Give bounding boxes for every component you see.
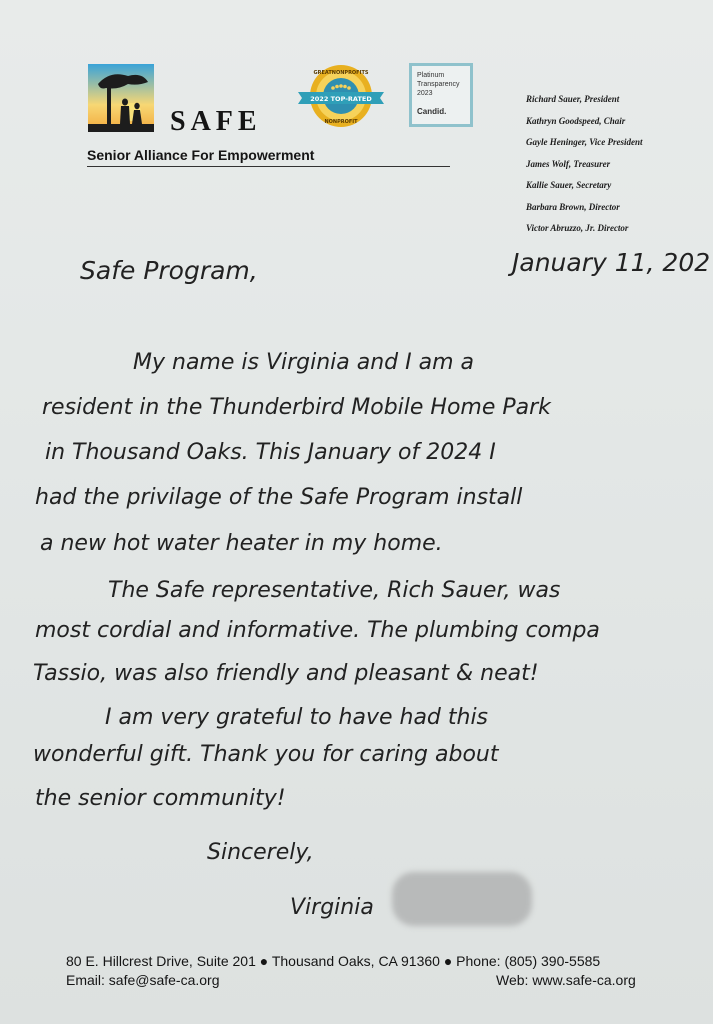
badge-ribbon-text: 2022 TOP-RATED	[310, 95, 372, 103]
board-member: Kathryn Goodspeed, Chair	[526, 115, 626, 126]
organization-tagline: Senior Alliance For Empowerment	[87, 147, 315, 163]
letter-line: The Safe representative, Rich Sauer, was	[108, 578, 561, 603]
letter-closing: Sincerely,	[207, 840, 314, 865]
letterhead-divider	[87, 166, 450, 167]
letter-greeting: Safe Program,	[80, 256, 258, 285]
letter-line: I am very grateful to have had this	[105, 705, 489, 730]
letter-line: most cordial and informative. The plumbing compa	[35, 618, 600, 643]
letter-line: Tassio, was also friendly and pleasant & neat!	[33, 661, 539, 686]
board-member: Kallie Sauer, Secretary	[526, 180, 612, 190]
letter-line: the senior community!	[35, 786, 286, 811]
board-member: Barbara Brown, Director	[526, 201, 620, 212]
footer-email: Email: safe@safe-ca.org	[66, 972, 220, 988]
footer-website: Web: www.safe-ca.org	[496, 972, 636, 988]
letter-line: resident in the Thunderbird Mobile Home Park	[42, 395, 551, 420]
letter-line: wonderful gift. Thank you for caring about	[33, 742, 499, 767]
board-of-directors-list	[526, 89, 643, 240]
candid-line-2: Transparency	[417, 81, 460, 88]
candid-brand: Candid.	[417, 107, 447, 116]
safe-logo-icon	[88, 64, 154, 132]
brand-name: SAFE	[170, 106, 262, 137]
candid-line-3: 2023	[417, 90, 433, 97]
letter-date: January 11, 202	[512, 248, 711, 277]
letter-line: My name is Virginia and I am a	[133, 350, 475, 375]
badge-top-text: GREATNONPROFITS	[313, 70, 369, 76]
redacted-surname	[392, 872, 532, 926]
candid-line-1: Platinum	[417, 72, 445, 79]
letter-line: had the privilage of the Safe Program install	[35, 485, 523, 510]
board-member: James Wolf, Treasurer	[526, 158, 611, 169]
letter-line: a new hot water heater in my home.	[40, 531, 443, 556]
board-member: Richard Sauer, President	[526, 94, 620, 104]
badge-bottom-text: NONPROFIT	[324, 119, 358, 125]
footer-address: 80 E. Hillcrest Drive, Suite 201 ● Thousand Oaks, CA 91360 ● Phone: (805) 390-5585	[66, 953, 601, 969]
candid-transparency-badge	[409, 63, 473, 127]
letter-signature: Virginia	[290, 895, 374, 920]
letter-line: in Thousand Oaks. This January of 2024 I	[45, 440, 496, 465]
great-nonprofits-badge	[296, 62, 386, 130]
board-member: Gayle Heninger, Vice President	[526, 137, 643, 147]
board-member: Victor Abruzzo, Jr. Director	[526, 223, 629, 233]
